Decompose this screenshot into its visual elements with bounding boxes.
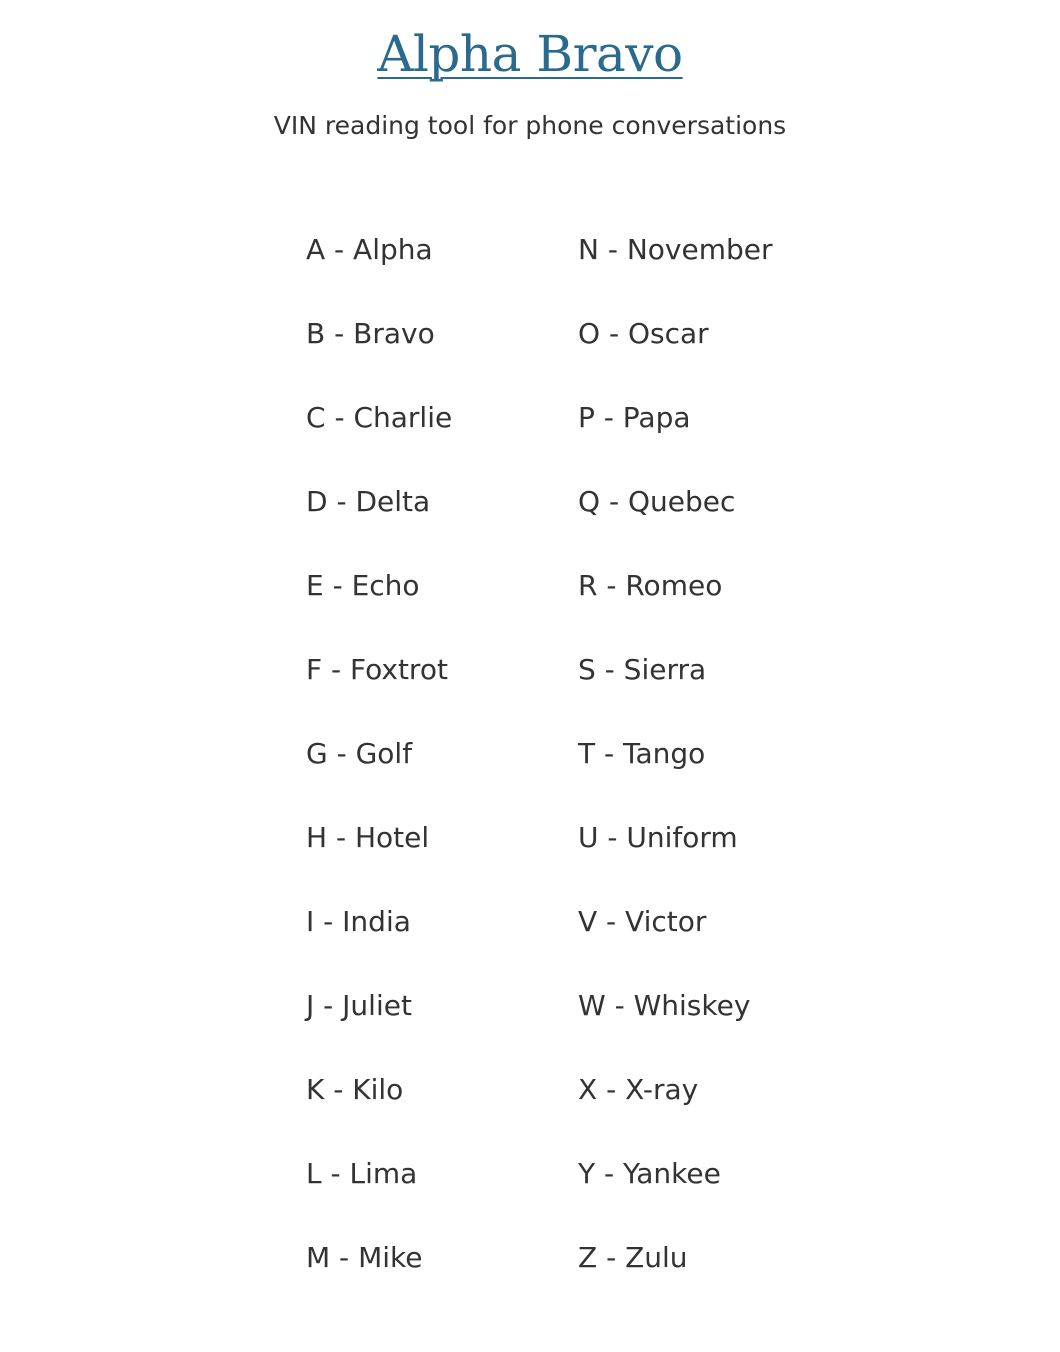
alphabet-entry-r: R - Romeo	[578, 569, 723, 602]
alphabet-entry-u: U - Uniform	[578, 821, 738, 854]
alphabet-entry-x: X - X-ray	[578, 1073, 699, 1106]
alphabet-entry-i: I - India	[306, 905, 411, 938]
alphabet-entry-v: V - Victor	[578, 905, 707, 938]
alphabet-entry-w: W - Whiskey	[578, 989, 751, 1022]
phonetic-alphabet-list	[306, 230, 866, 1322]
alphabet-entry-c: C - Charlie	[306, 401, 453, 434]
alphabet-entry-o: O - Oscar	[578, 317, 709, 350]
alphabet-entry-g: G - Golf	[306, 737, 413, 770]
page-subtitle: VIN reading tool for phone conversations	[273, 111, 787, 140]
alphabet-entry-z: Z - Zulu	[578, 1241, 688, 1274]
alphabet-entry-f: F - Foxtrot	[306, 653, 448, 686]
alphabet-entry-y: Y - Yankee	[578, 1157, 721, 1190]
alphabet-entry-d: D - Delta	[306, 485, 431, 518]
site-title-link[interactable]: Alpha Bravo	[377, 25, 683, 83]
alphabet-entry-t: T - Tango	[578, 737, 706, 770]
alphabet-entry-n: N - November	[578, 233, 773, 266]
alphabet-entry-s: S - Sierra	[578, 653, 707, 686]
alphabet-entry-k: K - Kilo	[306, 1073, 404, 1106]
alphabet-entry-h: H - Hotel	[306, 821, 430, 854]
alphabet-entry-l: L - Lima	[306, 1157, 418, 1190]
alphabet-entry-m: M - Mike	[306, 1241, 423, 1274]
page-header	[0, 0, 1060, 142]
alphabet-entry-p: P - Papa	[578, 401, 691, 434]
alphabet-entry-j: J - Juliet	[306, 989, 412, 1022]
alphabet-entry-q: Q - Quebec	[578, 485, 736, 518]
alphabet-entry-b: B - Bravo	[306, 317, 435, 350]
alphabet-entry-a: A - Alpha	[306, 233, 433, 266]
alphabet-entry-e: E - Echo	[306, 569, 420, 602]
